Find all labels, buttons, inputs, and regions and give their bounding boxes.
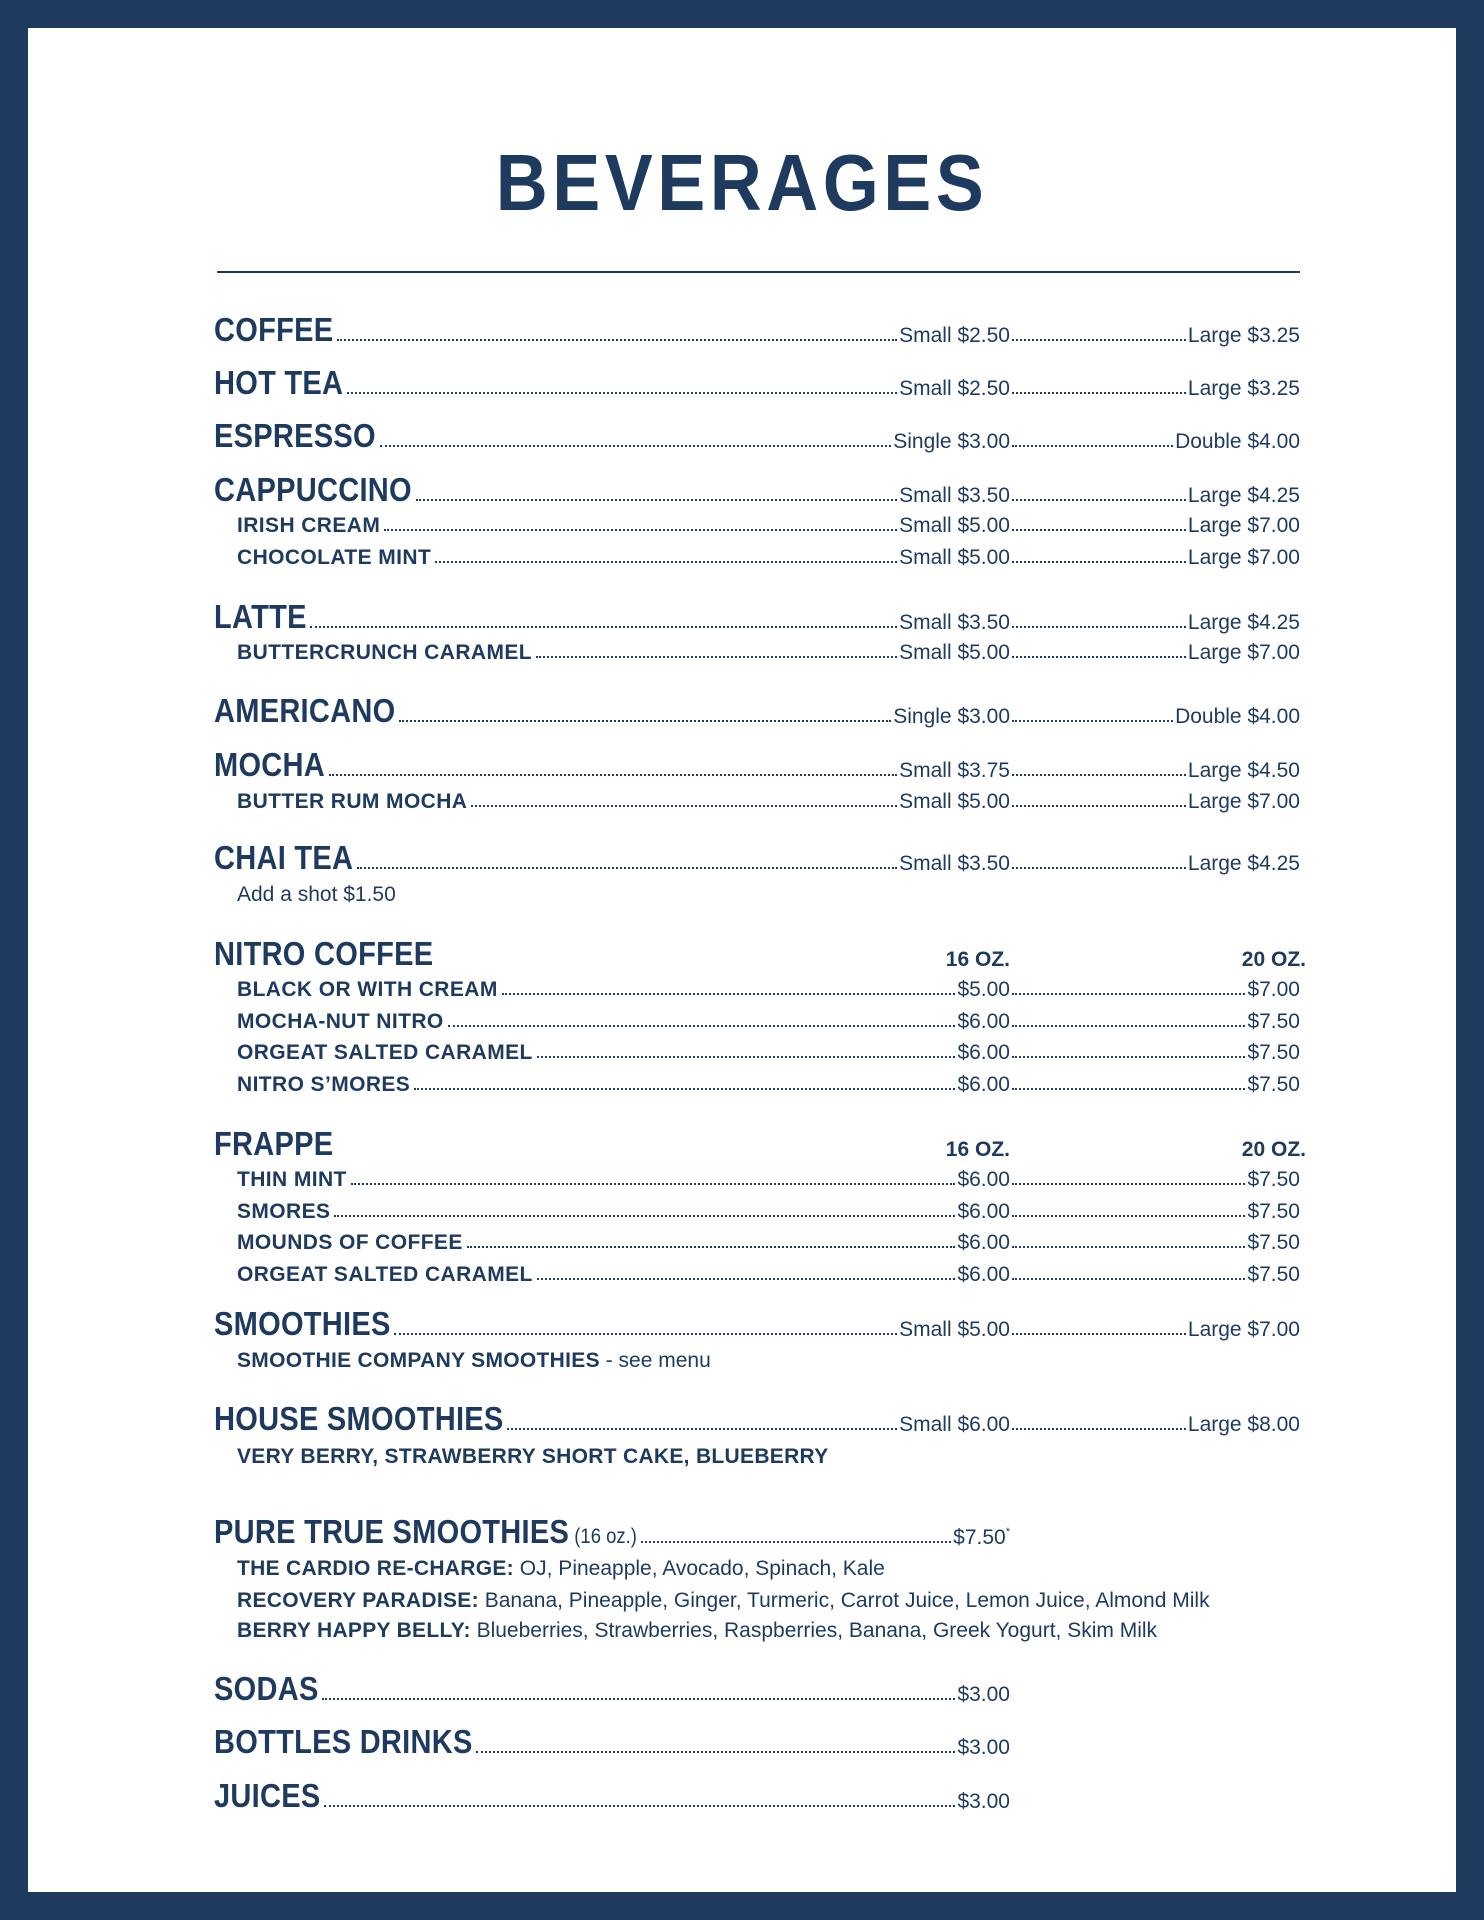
menu-item-cappuccino (28, 471, 1456, 508)
item-name-text: HOUSE SMOOTHIES (214, 1400, 504, 1437)
recovery-paradise-note-text: Banana, Pineapple, Ginger, Turmeric, Carrot Juice, Lemon Juice, Almond Milk (478, 1589, 1210, 1612)
item-name-text: THIN MINT (237, 1168, 347, 1191)
price-small-text: $7.50 (953, 1526, 1006, 1549)
leader-dots (1012, 529, 1186, 531)
menu-item-irish-cream (28, 504, 1456, 536)
item-name (214, 313, 335, 346)
price-small (899, 378, 1010, 399)
item-name (214, 473, 414, 506)
price-small-text: $6.00 (957, 1073, 1010, 1096)
leader-dots (1012, 1428, 1186, 1430)
leader-dots (448, 1025, 956, 1027)
price-small-text: Small $5.00 (899, 1318, 1010, 1341)
item-name (214, 748, 327, 781)
price-large: $7.50 (1247, 1200, 1300, 1223)
item-name-text: MOCHA (214, 746, 326, 783)
item-name-text: AMERICANO (214, 692, 396, 729)
price-small-text: $6.00 (957, 1263, 1010, 1286)
chai-note-note (237, 884, 396, 905)
price-large: Large $7.00 (1187, 1318, 1300, 1341)
price-footnote-mark: * (1005, 1526, 1010, 1538)
price-small (893, 706, 1010, 727)
leader-dots (351, 1183, 956, 1185)
item-name (237, 547, 433, 568)
item-name-text: SMOOTHIES (214, 1305, 391, 1342)
item-name (214, 1779, 322, 1812)
item-name-text: SMORES (237, 1200, 331, 1223)
item-name (237, 1264, 535, 1285)
leader-dots (347, 392, 897, 394)
item-name-text: BUTTERCRUNCH CARAMEL (237, 641, 532, 664)
menu-item-black-or-with-cream (28, 968, 1456, 1000)
menu-item-buttercrunch-caramel (28, 631, 1456, 663)
price-small-text: Small $3.50 (899, 484, 1010, 507)
item-name-text: PURE TRUE SMOOTHIES (214, 1513, 570, 1550)
leader-dots (310, 626, 897, 628)
item-name (237, 1169, 349, 1190)
price-small-text: Single $3.00 (893, 705, 1010, 728)
price-small-text: $6.00 (957, 1041, 1010, 1064)
item-name-text: JUICES (214, 1777, 321, 1814)
menu-item-thin-mint (28, 1158, 1456, 1190)
chai-note-note-text: Add a shot $1.50 (237, 883, 396, 906)
leader-dots (502, 993, 956, 995)
item-name-text: BUTTER RUM MOCHA (237, 790, 468, 813)
leader-dots (384, 529, 897, 531)
leader-dots (322, 1698, 955, 1700)
leader-dots (1012, 1246, 1245, 1248)
smoothie-company-note-heading: SMOOTHIE COMPANY SMOOTHIES (237, 1349, 600, 1372)
menu-item-smoothies (28, 1305, 1456, 1342)
price-small (957, 1042, 1010, 1063)
item-name-text: ORGEAT SALTED CARAMEL (237, 1263, 533, 1286)
menu-item-coffee (28, 311, 1456, 348)
size-header-16oz: 16 OZ. (945, 948, 1010, 971)
leader-dots (1012, 1088, 1245, 1090)
leader-dots (1012, 445, 1173, 447)
price-small (957, 1201, 1010, 1222)
item-name (237, 1042, 535, 1063)
price-large: Large $3.25 (1187, 324, 1300, 347)
price-small-text: Small $3.50 (899, 611, 1010, 634)
leader-dots (1012, 561, 1186, 563)
leader-dots (1012, 1333, 1186, 1335)
price-small (899, 1414, 1010, 1435)
price-small-text: Single $3.00 (893, 430, 1010, 453)
item-name (237, 1232, 465, 1253)
leader-dots (467, 1246, 956, 1248)
menu-item-chocolate-mint (28, 536, 1456, 568)
menu-item-mocha (28, 746, 1456, 783)
cardio-recharge-note (237, 1558, 885, 1579)
price-small (957, 1684, 1010, 1705)
item-name (237, 515, 382, 536)
price-small (899, 760, 1010, 781)
item-name (214, 419, 378, 452)
price-small (899, 485, 1010, 506)
menu-item-pure-true-smoothies (28, 1513, 1456, 1550)
page-title: BEVERAGES (495, 138, 989, 227)
price-small-text: Small $2.50 (899, 377, 1010, 400)
price-small-text: Small $5.00 (899, 641, 1010, 664)
item-name-text: HOT TEA (214, 364, 344, 401)
item-name-text: BLACK OR WITH CREAM (237, 978, 498, 1001)
leader-dots (380, 445, 892, 447)
price-small (899, 642, 1010, 663)
price-small (899, 1319, 1010, 1340)
smoothie-company-note-text: - see menu (599, 1349, 711, 1372)
item-name-text: MOCHA-NUT NITRO (237, 1010, 444, 1033)
leader-dots (435, 561, 897, 563)
leader-dots (414, 1088, 955, 1090)
price-large: $7.00 (1247, 978, 1300, 1001)
leader-dots (1012, 656, 1186, 658)
leader-dots (507, 1428, 897, 1430)
price-large: $7.50 (1247, 1168, 1300, 1191)
leader-dots (1012, 1183, 1245, 1185)
leader-dots (1012, 720, 1173, 722)
item-name (237, 1011, 446, 1032)
leader-dots (1012, 626, 1186, 628)
item-name-text: CAPPUCCINO (214, 471, 412, 508)
leader-dots (1012, 774, 1186, 776)
leader-dots (1012, 867, 1186, 869)
item-name (214, 1725, 474, 1758)
cardio-recharge-note-heading: THE CARDIO RE-CHARGE: (237, 1557, 514, 1580)
item-name (214, 1515, 639, 1548)
price-small (957, 1011, 1010, 1032)
leader-dots (416, 499, 897, 501)
price-large: Large $7.00 (1187, 790, 1300, 813)
price-small-text: $3.00 (957, 1736, 1010, 1759)
price-small (957, 1074, 1010, 1095)
leader-dots (334, 1215, 955, 1217)
leader-dots (1012, 1215, 1245, 1217)
menu-item-mounds-of-coffee (28, 1221, 1456, 1253)
leader-dots (394, 1333, 897, 1335)
price-small (953, 1527, 1010, 1548)
berry-happy-belly-note-heading: BERRY HAPPY BELLY: (237, 1619, 471, 1642)
menu-item-smores (28, 1190, 1456, 1222)
item-name-text: FRAPPE (214, 1125, 334, 1162)
leader-dots (1012, 1278, 1245, 1280)
item-name-text: BOTTLES DRINKS (214, 1723, 473, 1760)
item-name-text: NITRO COFFEE (214, 935, 434, 972)
cardio-recharge-note-text: OJ, Pineapple, Avocado, Spinach, Kale (513, 1557, 885, 1580)
price-large: Large $4.25 (1187, 852, 1300, 875)
price-small-text: $6.00 (957, 1010, 1010, 1033)
leader-dots (337, 339, 897, 341)
item-name (214, 366, 345, 399)
item-name (237, 642, 534, 663)
price-small (957, 1264, 1010, 1285)
price-large: $7.50 (1247, 1231, 1300, 1254)
price-large: $7.50 (1247, 1073, 1300, 1096)
menu-item-americano (28, 692, 1456, 729)
menu-item-orgeat-salted-caramel-nitro (28, 1031, 1456, 1063)
price-small (957, 1737, 1010, 1758)
leader-dots (537, 1278, 956, 1280)
item-name-text: CHOCOLATE MINT (237, 546, 432, 569)
price-small (893, 431, 1010, 452)
leader-dots (536, 656, 897, 658)
price-large: Large $4.50 (1187, 759, 1300, 782)
item-name (237, 1074, 412, 1095)
recovery-paradise-note (237, 1590, 1210, 1611)
size-header-20oz: 20 OZ. (1241, 1138, 1306, 1161)
menu-item-espresso (28, 417, 1456, 454)
price-small (899, 515, 1010, 536)
menu-item-frappe (28, 1125, 1456, 1162)
leader-dots (1012, 993, 1245, 995)
item-name (214, 600, 308, 633)
price-large: Double $4.00 (1175, 705, 1300, 728)
leader-dots (399, 720, 891, 722)
item-name-text: CHAI TEA (214, 839, 354, 876)
item-name-text: ORGEAT SALTED CARAMEL (237, 1041, 533, 1064)
price-small-text: $3.00 (957, 1683, 1010, 1706)
menu-item-sodas (28, 1670, 1456, 1707)
item-name-text: ESPRESSO (214, 417, 376, 454)
item-name-text: IRISH CREAM (237, 514, 381, 537)
berry-happy-belly-note-text: Blueberries, Strawberries, Raspberries, Banana, Greek Yogurt, Skim Milk (470, 1619, 1158, 1642)
menu-item-butter-rum-mocha (28, 780, 1456, 812)
price-small-text: $6.00 (957, 1231, 1010, 1254)
price-small (899, 547, 1010, 568)
item-name-text: MOUNDS OF COFFEE (237, 1231, 463, 1254)
price-small (957, 1791, 1010, 1812)
leader-dots (537, 1056, 956, 1058)
menu-item-bottles-drinks (28, 1723, 1456, 1760)
price-large: Double $4.00 (1175, 430, 1300, 453)
price-small (957, 1169, 1010, 1190)
leader-dots (1012, 1056, 1245, 1058)
leader-dots (329, 774, 897, 776)
price-small (899, 853, 1010, 874)
item-name (214, 1127, 335, 1160)
item-name-text: COFFEE (214, 311, 334, 348)
menu-page (28, 28, 1456, 1892)
price-small-text: $5.00 (957, 978, 1010, 1001)
item-name (214, 694, 397, 727)
price-large: Large $7.00 (1187, 514, 1300, 537)
size-header-16oz: 16 OZ. (945, 1138, 1010, 1161)
price-large: Large $4.25 (1187, 611, 1300, 634)
leader-dots (1012, 1025, 1245, 1027)
menu-item-nitro-coffee (28, 935, 1456, 972)
menu-item-house-smoothies (28, 1400, 1456, 1437)
leader-dots (1012, 499, 1186, 501)
menu-item-juices (28, 1777, 1456, 1814)
price-small-text: $6.00 (957, 1168, 1010, 1191)
leader-dots (1012, 339, 1186, 341)
price-small-text: Small $5.00 (899, 514, 1010, 537)
price-large: Large $7.00 (1187, 641, 1300, 664)
item-name-text: NITRO S’MORES (237, 1073, 411, 1096)
berry-happy-belly-note (237, 1620, 1157, 1641)
price-small (899, 791, 1010, 812)
price-large: $7.50 (1247, 1263, 1300, 1286)
menu-item-mocha-nut-nitro (28, 1000, 1456, 1032)
item-name (237, 791, 469, 812)
leader-dots (324, 1805, 955, 1807)
price-large: Large $3.25 (1187, 377, 1300, 400)
beverage-list (28, 28, 1456, 1892)
item-name-text: SODAS (214, 1670, 319, 1707)
price-large: Large $8.00 (1187, 1413, 1300, 1436)
menu-item-hot-tea (28, 364, 1456, 401)
item-name (214, 841, 355, 874)
size-header-20oz: 20 OZ. (1241, 948, 1306, 971)
price-small (899, 325, 1010, 346)
menu-item-nitro-smores (28, 1063, 1456, 1095)
leader-dots (471, 805, 897, 807)
price-large: Large $7.00 (1187, 546, 1300, 569)
price-small (957, 1232, 1010, 1253)
leader-dots (1012, 805, 1186, 807)
house-smoothie-flavors-note (237, 1446, 829, 1467)
smoothie-company-note (237, 1350, 711, 1371)
menu-item-orgeat-salted-caramel-frappe (28, 1253, 1456, 1285)
item-name (237, 1201, 332, 1222)
price-large: $7.50 (1247, 1041, 1300, 1064)
item-name (214, 1307, 392, 1340)
item-name (237, 979, 500, 1000)
menu-item-chai-tea (28, 839, 1456, 876)
item-name (214, 1402, 505, 1435)
leader-dots (1012, 392, 1186, 394)
leader-dots (476, 1751, 955, 1753)
price-small-text: $6.00 (957, 1200, 1010, 1223)
item-name-text: LATTE (214, 598, 307, 635)
price-small-text: Small $5.00 (899, 546, 1010, 569)
price-small (899, 612, 1010, 633)
price-small-text: Small $5.00 (899, 790, 1010, 813)
leader-dots (641, 1541, 951, 1543)
price-large: Large $4.25 (1187, 484, 1300, 507)
item-size-note: (16 oz.) (569, 1525, 637, 1548)
price-small-text: Small $2.50 (899, 324, 1010, 347)
item-name (214, 1672, 320, 1705)
price-small-text: Small $3.50 (899, 852, 1010, 875)
item-name (214, 937, 435, 970)
house-smoothie-flavors-note-heading: VERY BERRY, STRAWBERRY SHORT CAKE, BLUEBERRY (237, 1445, 829, 1468)
leader-dots (357, 867, 897, 869)
menu-item-latte (28, 598, 1456, 635)
price-small-text: Small $6.00 (899, 1413, 1010, 1436)
price-small (957, 979, 1010, 1000)
recovery-paradise-note-heading: RECOVERY PARADISE: (237, 1589, 479, 1612)
price-small-text: $3.00 (957, 1790, 1010, 1813)
price-small-text: Small $3.75 (899, 759, 1010, 782)
price-large: $7.50 (1247, 1010, 1300, 1033)
